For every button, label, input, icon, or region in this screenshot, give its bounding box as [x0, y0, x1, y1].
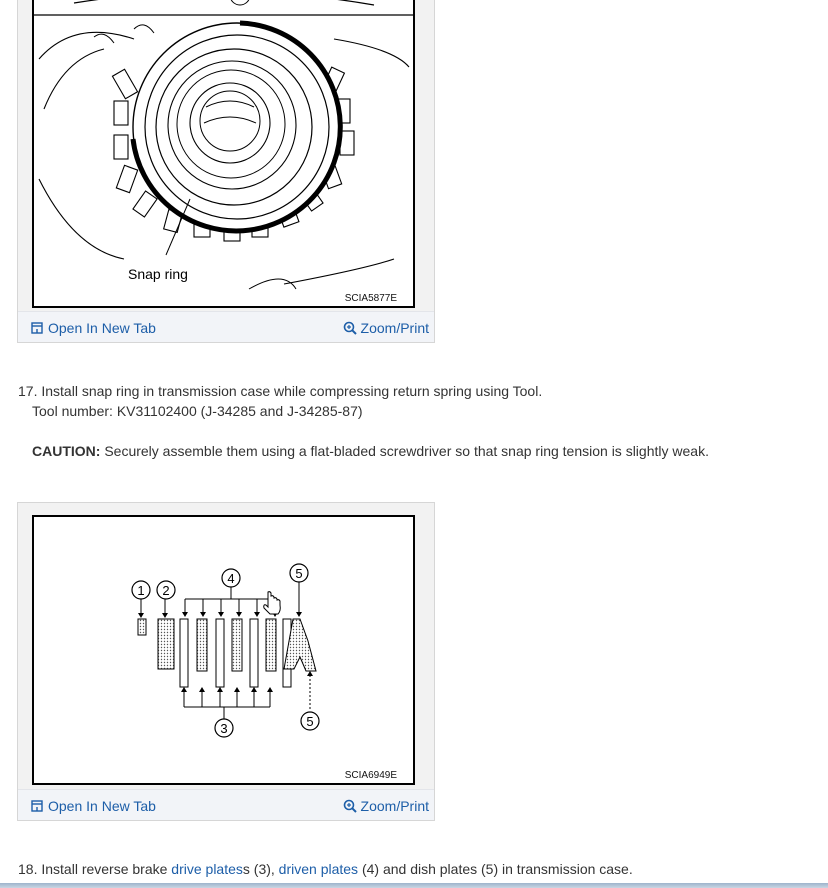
open-in-new-tab-link[interactable]: [30, 320, 156, 336]
figure-image-snap-ring[interactable]: [32, 0, 415, 308]
callout-4: 4: [227, 571, 235, 586]
figure-image-reverse-brake[interactable]: [32, 515, 415, 785]
caution-text: Securely assemble them using a flat-bladed screwdriver so that snap ring tension is slightly weak.: [100, 443, 709, 459]
snap-ring-label: Snap ring: [128, 266, 188, 282]
callout-5-bottom: 5: [306, 714, 314, 729]
step-17-tool-number: Tool number: KV31102400 (J-34285 and J-34285-87): [32, 403, 363, 419]
step-18-text: [18, 861, 633, 877]
zoom-print-label: Zoom/Print: [360, 798, 429, 814]
open-in-new-tab-label: Open In New Tab: [48, 798, 156, 814]
step-17-text: 17. Install snap ring in transmission case while compressing return spring using Tool.: [18, 383, 543, 399]
figure-reverse-brake-plates: [17, 502, 435, 821]
bottom-scroll-strip: [0, 883, 828, 888]
figure-snap-ring: [17, 0, 435, 343]
magnifier-zoom-icon: [343, 799, 357, 813]
hand-pointer-icon: [264, 592, 281, 614]
driven-plates-link[interactable]: driven plates: [278, 861, 359, 877]
step-18-mid: s (3),: [242, 861, 279, 877]
figure-toolbar: [18, 311, 434, 342]
zoom-print-label: Zoom/Print: [360, 320, 429, 336]
zoom-print-link[interactable]: [343, 320, 429, 336]
brake-plates-drawing: [34, 517, 413, 783]
open-new-tab-icon: [30, 321, 44, 335]
zoom-print-link[interactable]: [343, 798, 429, 814]
step-17-caution: [32, 443, 709, 459]
magnifier-zoom-icon: [343, 321, 357, 335]
figure-code: SCIA6949E: [344, 770, 397, 781]
snap-ring-drawing: [34, 0, 413, 306]
open-in-new-tab-label: Open In New Tab: [48, 320, 156, 336]
step-18-suffix: (4) and dish plates (5) in transmission case.: [358, 861, 633, 877]
callout-2: 2: [162, 583, 170, 598]
open-new-tab-icon: [30, 799, 44, 813]
caution-label: CAUTION:: [32, 443, 101, 459]
step-18-prefix: 18. Install reverse brake: [18, 861, 172, 877]
drive-plates-link[interactable]: drive plates: [171, 861, 243, 877]
figure-toolbar: [18, 789, 434, 820]
callout-1: 1: [137, 583, 145, 598]
callout-3: 3: [220, 721, 228, 736]
open-in-new-tab-link[interactable]: [30, 798, 156, 814]
callout-5-top: 5: [295, 566, 303, 581]
figure-code: SCIA5877E: [344, 293, 397, 304]
